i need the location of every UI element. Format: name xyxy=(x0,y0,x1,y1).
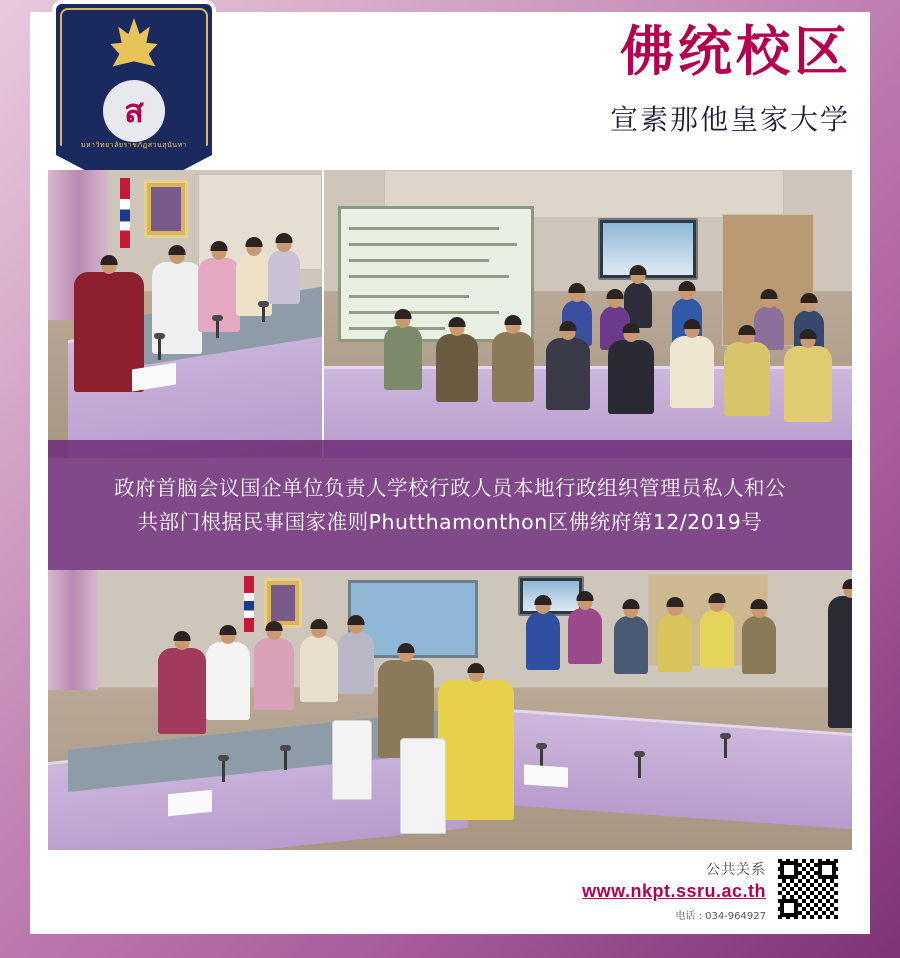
page-title: 佛统校区 xyxy=(620,20,852,83)
attendee xyxy=(614,616,648,674)
attendee xyxy=(436,334,478,402)
page-subtitle: 宣素那他皇家大学 xyxy=(609,103,850,136)
attendee xyxy=(742,616,776,674)
attendee xyxy=(268,250,300,304)
crest-ring-text: มหาวิทยาลัยราชภัฏสวนสุนันทา xyxy=(80,141,188,149)
chair xyxy=(400,738,446,834)
telephone-text: 电话 : 034-964927 xyxy=(675,911,766,922)
document-sheet xyxy=(524,764,568,787)
attendee xyxy=(670,336,714,408)
microphone-icon xyxy=(158,338,161,360)
attendee xyxy=(338,632,374,694)
royal-portrait xyxy=(264,578,302,628)
poster-header xyxy=(30,12,870,172)
attendee xyxy=(568,608,602,664)
attendee-foreground xyxy=(438,680,514,820)
chair xyxy=(332,720,372,800)
caption-line-1: 政府首脑会议国企单位负责人学校行政人员本地行政组织管理员私人和公 xyxy=(114,476,786,500)
poster-sheet xyxy=(30,12,870,934)
poster-footer xyxy=(48,857,852,927)
photo-top-left xyxy=(48,170,322,458)
crest-glyph: ส xyxy=(124,91,144,130)
royal-portrait xyxy=(144,180,188,238)
curtain xyxy=(48,570,98,690)
attendee xyxy=(384,326,422,390)
website-link[interactable]: www.nkpt.ssru.ac.th xyxy=(582,881,766,901)
caption-line-2: 共部门根据民事国家准则Phutthamonthon区佛统府第12/2019号 xyxy=(137,510,763,534)
attendee xyxy=(300,636,338,702)
attendee xyxy=(724,342,770,416)
microphone-icon xyxy=(638,756,641,778)
attendee xyxy=(254,638,294,710)
attendee xyxy=(608,340,654,414)
caption-band xyxy=(48,440,852,570)
microphone-icon xyxy=(216,320,219,338)
attendee xyxy=(700,610,734,668)
microphone-icon xyxy=(724,738,727,758)
flag-icon xyxy=(120,178,130,248)
attendee xyxy=(526,612,560,670)
crest-medallion xyxy=(103,80,165,142)
attendee xyxy=(492,332,534,402)
tv-screen xyxy=(598,218,698,280)
microphone-icon xyxy=(222,760,225,782)
photo-top-right xyxy=(324,170,852,458)
qr-code-icon[interactable] xyxy=(776,857,840,921)
attendee xyxy=(784,346,832,422)
attendee-standing xyxy=(828,596,852,728)
attendee xyxy=(546,338,590,410)
university-crest-icon xyxy=(52,0,216,196)
flag-icon xyxy=(244,576,254,632)
attendee xyxy=(206,642,250,720)
microphone-icon xyxy=(284,750,287,770)
photo-bottom xyxy=(48,570,852,850)
microphone-icon xyxy=(262,306,265,322)
attendee xyxy=(658,614,692,672)
document-sheet xyxy=(168,790,212,817)
attendee xyxy=(158,648,206,734)
public-relations-label: 公共关系 xyxy=(706,862,766,878)
